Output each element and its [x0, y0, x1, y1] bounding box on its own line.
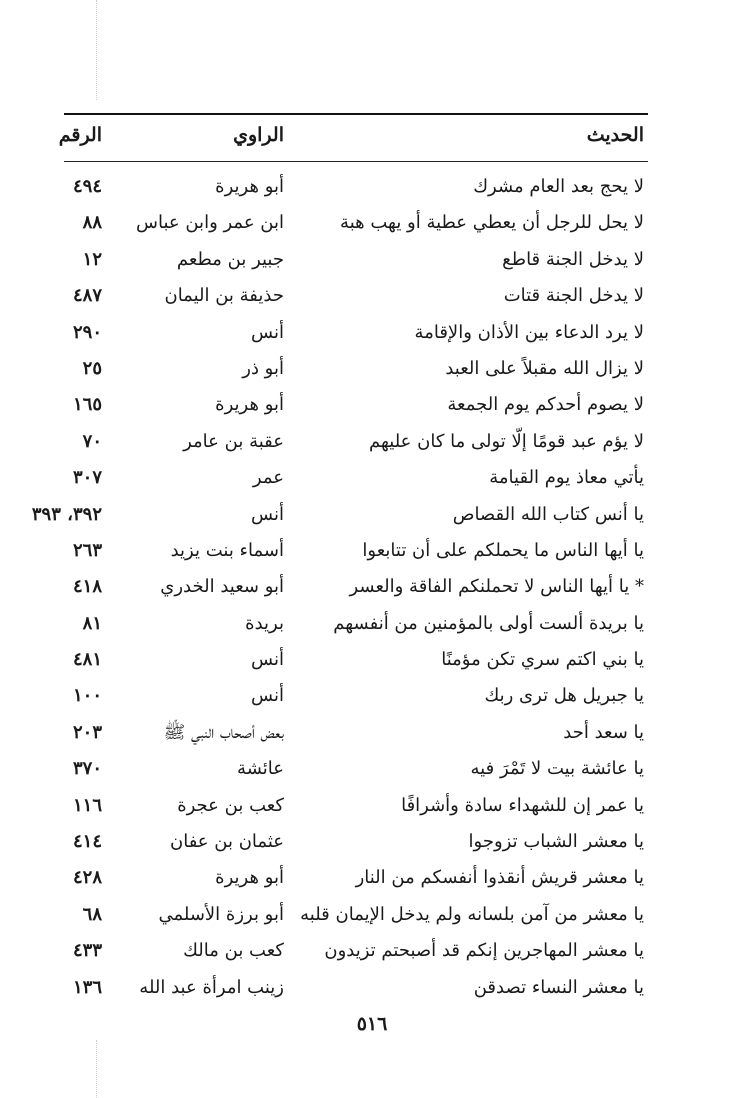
table-row: [0, 243, 744, 279]
hadith-text: لا يزال الله مقبلاً على العبد: [445, 357, 644, 379]
hadith-number: ٢٥: [82, 357, 102, 379]
hadith-number: ٤١٤: [72, 831, 102, 853]
header-rule: [64, 161, 648, 162]
narrator: عثمان بن عفان: [170, 831, 284, 853]
hadith-number: ١٦٥: [72, 394, 102, 416]
narrator: حذيفة بن اليمان: [164, 285, 284, 307]
hadith-number: ٢٦٣: [72, 539, 102, 561]
table-row: [0, 279, 744, 315]
hadith-text: يا بريدة ألست أولى بالمؤمنين من أنفسهم: [333, 612, 644, 634]
table-row: [0, 607, 744, 643]
narrator: أنس: [251, 685, 284, 707]
hadith-text: يا سعد أحد: [563, 721, 644, 743]
table-row: [0, 461, 744, 497]
hadith-number: ٤٢٨: [72, 867, 102, 889]
top-rule: [64, 113, 648, 115]
narrator: كعب بن عجرة: [177, 794, 284, 816]
narrator: زينب امرأة عبد الله: [139, 976, 284, 998]
hadith-number: ٤٨٧: [72, 285, 102, 307]
narrator: ابن عمر وابن عباس: [136, 212, 284, 234]
page-number: ٥١٦: [356, 1013, 388, 1035]
table-row: [0, 388, 744, 424]
hadith-number: ٤٩٤: [72, 176, 102, 197]
scan-margin-dots: [96, 0, 98, 100]
hadith-text: يا معشر المهاجرين إنكم قد أصبحتم تزيدون: [324, 940, 644, 962]
header-rawi: الراوي: [233, 124, 284, 146]
hadith-text: لا يحج بعد العام مشرك: [473, 176, 644, 197]
hadith-number: ٨٨: [82, 212, 102, 234]
header-number: الرقم: [58, 124, 102, 146]
hadith-number: ١٠٠: [72, 685, 102, 707]
hadith-number: ٧٠: [82, 430, 102, 452]
narrator: بريدة: [245, 612, 284, 634]
narrator: أبو برزة الأسلمي: [158, 903, 284, 925]
table-row: [0, 898, 744, 934]
hadith-index-table: [0, 170, 744, 1007]
hadith-text: لا يحل للرجل أن يعطي عطية أو يهب هبة: [340, 212, 644, 234]
table-row: [0, 716, 744, 752]
hadith-number: ١٣٦: [72, 976, 102, 998]
table-row: [0, 425, 744, 461]
hadith-number: ٦٨: [82, 903, 102, 925]
narrator: عمر: [252, 467, 284, 489]
narrator: أنس: [251, 321, 284, 343]
hadith-number: ٤٣٣: [72, 940, 102, 962]
table-row: [0, 352, 744, 388]
narrator: عقبة بن عامر: [183, 430, 284, 452]
table-row: [0, 861, 744, 897]
table-row: [0, 206, 744, 242]
hadith-text: لا يدخل الجنة قتات: [503, 285, 644, 307]
table-row: [0, 316, 744, 352]
hadith-text: يا معشر قريش أنقذوا أنفسكم من النار: [355, 867, 644, 889]
narrator: كعب بن مالك: [183, 940, 284, 962]
narrator: أبو هريرة: [215, 394, 284, 416]
hadith-text: يا معشر النساء تصدقن: [473, 976, 644, 998]
hadith-number: ١٢: [82, 248, 102, 270]
table-row: [0, 971, 744, 1007]
narrator: أنس: [251, 649, 284, 671]
hadith-text: يا أنس كتاب الله القصاص: [452, 503, 644, 525]
table-row: [0, 934, 744, 970]
hadith-text: يا معشر من آمن بلسانه ولم يدخل الإيمان قلبه: [300, 903, 644, 925]
narrator: أسماء بنت يزيد: [170, 539, 284, 561]
table-row: [0, 170, 744, 206]
hadith-text: لا يؤم عبد قومًا إلّا تولى ما كان عليهم: [368, 430, 644, 452]
hadith-number: ٣٧٠: [72, 758, 102, 780]
hadith-number: ٢٠٣: [72, 721, 102, 743]
hadith-text: لا يدخل الجنة قاطع: [502, 248, 644, 270]
table-row: [0, 679, 744, 715]
table-row: [0, 534, 744, 570]
hadith-text: * يا أيها الناس لا تحملنكم الفاقة والعسر: [349, 576, 644, 598]
narrator: أبو ذر: [242, 357, 284, 379]
narrator: عائشة: [237, 758, 284, 780]
hadith-number: ٣٠٧: [72, 467, 102, 489]
table-row: [0, 825, 744, 861]
hadith-text: يا بني اكتم سري تكن مؤمنًا: [441, 649, 644, 671]
hadith-text: يا معشر الشباب تزوجوا: [468, 831, 644, 853]
hadith-text: يا عائشة بيت لا تَمْرَ فيه: [470, 758, 644, 780]
narrator: أبو سعيد الخدري: [160, 576, 284, 598]
narrator: أبو هريرة: [215, 867, 284, 889]
hadith-text: يأتي معاذ يوم القيامة: [489, 467, 644, 489]
hadith-number: ٣٩٢، ٣٩٣: [31, 503, 102, 525]
hadith-number: ١١٦: [72, 794, 102, 816]
hadith-number: ٢٩٠: [72, 321, 102, 343]
header-hadith: الحديث: [586, 124, 644, 146]
hadith-text: لا يرد الدعاء بين الأذان والإقامة: [414, 321, 644, 343]
narrator: أنس: [251, 503, 284, 525]
table-row: [0, 643, 744, 679]
table-row: [0, 570, 744, 606]
hadith-number: ٤١٨: [72, 576, 102, 598]
hadith-text: يا أيها الناس ما يحملكم على أن تتابعوا: [362, 539, 644, 561]
narrator: جبير بن مطعم: [176, 248, 284, 270]
table-row: [0, 498, 744, 534]
scan-margin-dots: [96, 1040, 98, 1098]
hadith-text: لا يصوم أحدكم يوم الجمعة: [447, 394, 644, 416]
table-row: [0, 752, 744, 788]
narrator: بعض أصحاب النبي ﷺ: [163, 721, 284, 743]
hadith-number: ٨١: [82, 612, 102, 634]
hadith-text: يا جبريل هل ترى ربك: [484, 685, 644, 707]
table-row: [0, 789, 744, 825]
hadith-number: ٤٨١: [72, 649, 102, 671]
hadith-text: يا عمر إن للشهداء سادة وأشرافًا: [401, 794, 644, 816]
narrator: أبو هريرة: [215, 176, 284, 197]
